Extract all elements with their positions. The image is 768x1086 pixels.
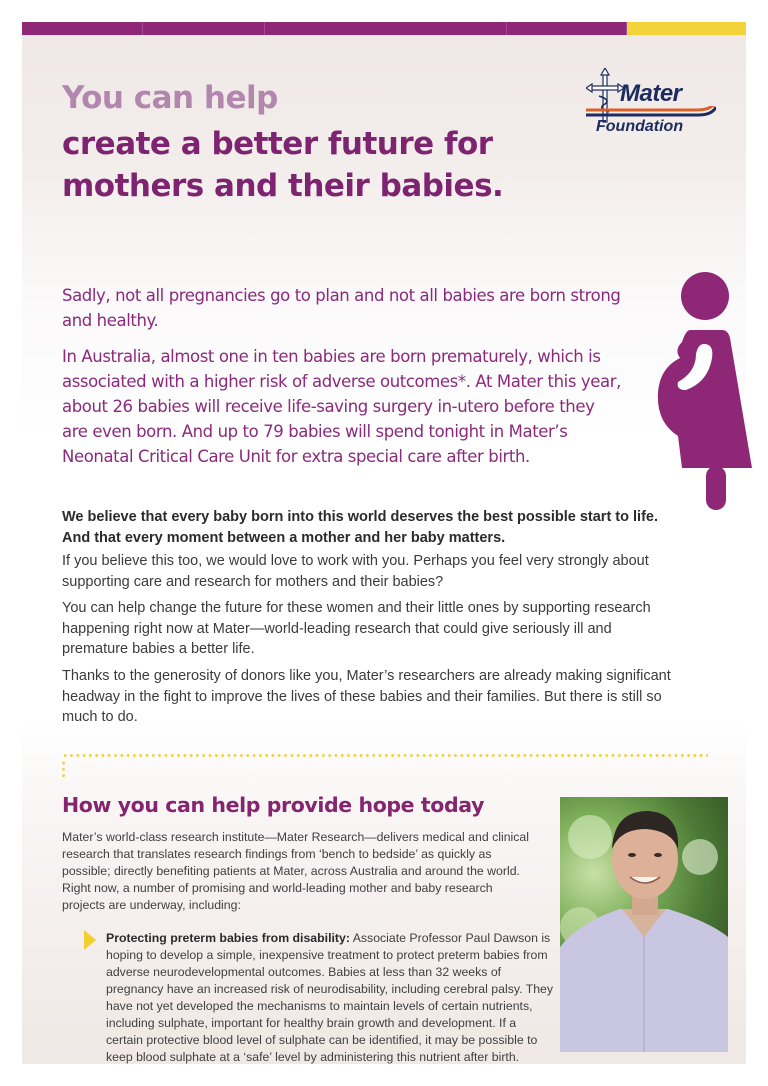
bar-segment	[22, 22, 143, 35]
section-intro: Mater’s world-class research institute—Mater Research—delivers medical and clinical research that translates research findings from ‘bench to bedside’ as quickly as possible; directly benefiting patients at Mater, across Australia and around the world. Right now, a number of promising and world-leading mother and baby research projects are underway, including:	[62, 830, 529, 912]
body-paragraph-3: Thanks to the generosity of donors like you, Mater’s researchers are already making significant headway in the fight to improve the lives of these babies and their families. But there is still so much to do.	[62, 668, 671, 725]
bar-segment	[507, 22, 626, 35]
belief-statement: We believe that every baby born into this world deserves the best possible start to life. And that every moment between a mother and her baby matters.	[62, 509, 659, 546]
brochure-page	[22, 22, 746, 1064]
intro-paragraph-2: In Australia, almost one in ten babies are born prematurely, which is associated with a higher risk of adverse outcomes*. At Mater this year, about 26 babies will receive life-saving surgery in-utero before they are even born. And up to 79 babies will spend tonight in Mater’s Neonatal Critical Care Unit for extra special care after birth.	[62, 347, 621, 466]
dotted-divider-vertical	[62, 760, 65, 780]
researcher-photo	[560, 797, 728, 1052]
dotted-divider-horizontal	[62, 754, 708, 757]
bar-segment-yellow	[627, 22, 746, 35]
researcher-portrait	[560, 797, 728, 1052]
pregnant-woman-icon	[652, 272, 752, 512]
top-color-bar	[22, 22, 746, 35]
mater-foundation-logo	[586, 68, 716, 138]
project-text: Associate Professor Paul Dawson is hoping to develop a simple, inexpensive treatment to protect preterm babies from adverse neurodevelopmental outcomes. Babies at less than 32 weeks of pregnancy have an increased risk of neurodisability, including cerebral palsy. They have not yet developed the mechanisms to maintain levels of certain nutrients, including sulphate, important for healthy brain growth and development. If a certain protective blood level of sulphate can be identified, it may be possible to keep blood sulphate at a ‘safe’ level by administering this nutrient after birth.	[106, 931, 554, 1064]
logo-text-mater: Mater	[620, 80, 682, 107]
headline-dark: create a better future for mothers and their babies.	[62, 126, 504, 204]
bar-segment	[143, 22, 264, 35]
body-paragraph-1: If you believe this too, we would love to work with you. Perhaps you feel very strongly about supporting care and research for mothers and their babies?	[62, 553, 649, 590]
body-paragraph-2: You can help change the future for these women and their little ones by supporting research happening right now at Mater—world-leading research that could give seriously ill and premature babies a better life.	[62, 600, 651, 657]
section-title: How you can help provide hope today	[62, 793, 485, 817]
project-item	[106, 930, 556, 1066]
intro-paragraph-1: Sadly, not all pregnancies go to plan and not all babies are born strong and healthy.	[62, 286, 621, 330]
bar-segment	[265, 22, 508, 35]
logo-text-foundation: Foundation	[596, 118, 684, 135]
headline-light: You can help	[62, 80, 278, 116]
project-title: Protecting preterm babies from disability:	[106, 931, 350, 945]
triangle-bullet-icon	[84, 930, 96, 950]
